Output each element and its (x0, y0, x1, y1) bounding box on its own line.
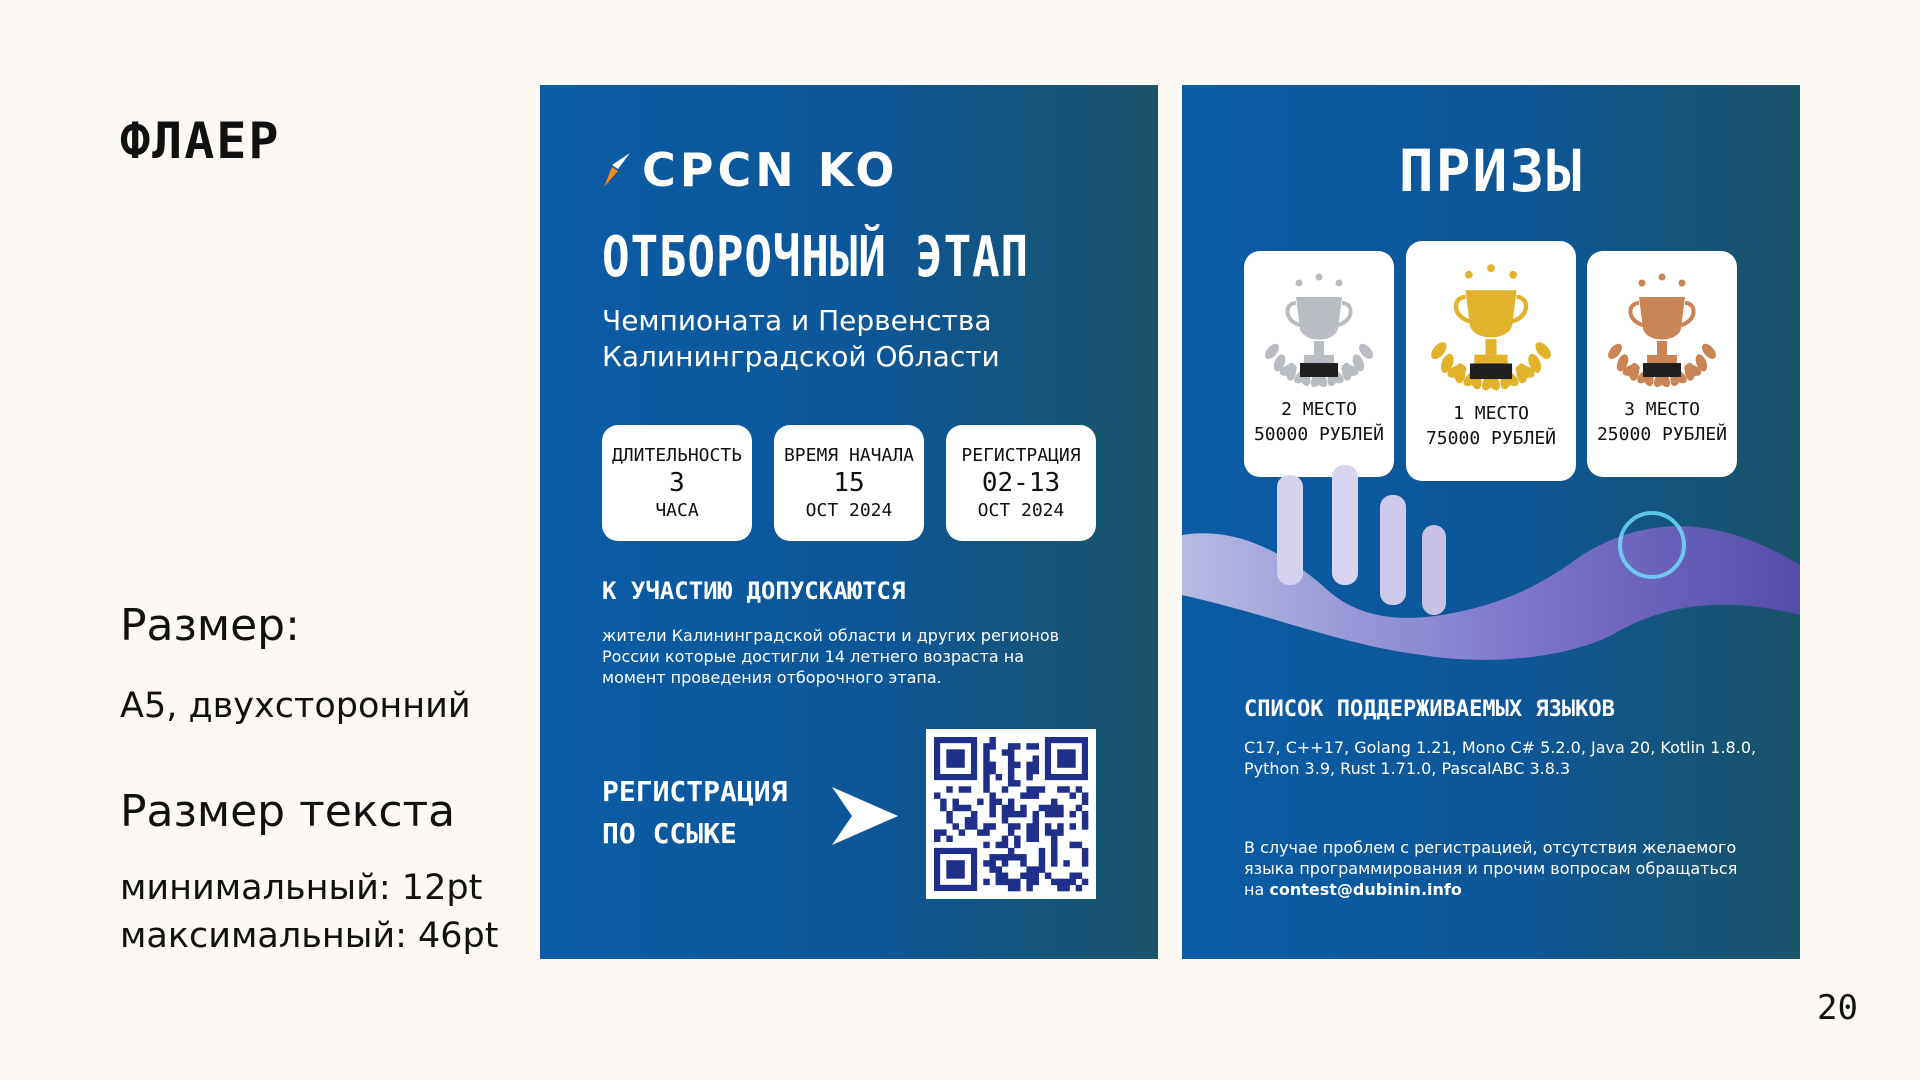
card-label: ВРЕМЯ НАЧАЛА (783, 445, 915, 466)
gold-trophy-icon (1416, 257, 1566, 399)
qr-code[interactable] (926, 729, 1096, 899)
prize-place: 3 МЕСТО (1624, 399, 1700, 420)
page-number: 20 (1817, 988, 1858, 1028)
register-line-1: РЕГИСТРАЦИЯ (602, 775, 788, 808)
flyer-back (1182, 85, 1800, 959)
registration-link-label (602, 771, 787, 855)
prize-amount: 75000 РУБЛЕЙ (1425, 428, 1557, 449)
prize-amount: 50000 РУБЛЕЙ (1253, 424, 1385, 445)
robot-hand-image (1182, 465, 1800, 665)
arrow-right-icon (828, 785, 900, 847)
register-line-2: ПО ССЫКЕ (602, 817, 737, 850)
logo (602, 143, 898, 197)
card-unit: OCT 2024 (805, 500, 893, 521)
prize-card-first (1406, 241, 1576, 481)
rocket-icon (602, 151, 634, 189)
prize-amount: 25000 РУБЛЕЙ (1596, 424, 1728, 445)
size-value: А5, двухсторонний (120, 686, 471, 726)
registration-card (946, 425, 1096, 541)
prize-card-third (1587, 251, 1737, 477)
subtitle (602, 303, 1000, 375)
flyer-front (540, 85, 1158, 959)
card-value: 02-13 (981, 468, 1061, 498)
qr-code-image (926, 729, 1096, 899)
card-label: ДЛИТЕЛЬНОСТЬ (611, 445, 743, 466)
bronze-trophy-icon (1597, 267, 1727, 395)
silver-trophy-icon (1254, 267, 1384, 395)
allowed-text: жители Калининградской области и других регионов России которые достигли 14 летнего возраста на момент проведения отборочного этапа. (602, 626, 1060, 687)
prize-place: 2 МЕСТО (1281, 399, 1357, 420)
help-message: В случае проблем с регистрацией, отсутствия желаемого языка программирования и прочим вопросам обращаться на (1244, 838, 1738, 899)
card-value: 3 (669, 468, 685, 498)
prize-place: 1 МЕСТО (1453, 403, 1529, 424)
start-time-card (774, 425, 924, 541)
help-text (1244, 837, 1744, 900)
slide-title: ФЛАЕР (120, 112, 281, 170)
text-size-min: минимальный: 12pt (120, 868, 483, 908)
prize-card-second (1244, 251, 1394, 477)
prizes-title: ПРИЗЫ (1398, 137, 1584, 205)
subtitle-line-1: Чемпионата и Первенства (602, 304, 992, 337)
logo-text: CPCN KO (642, 143, 899, 197)
card-label: РЕГИСТРАЦИЯ (961, 445, 1081, 466)
info-cards (602, 425, 1096, 541)
size-heading: Размер: (120, 600, 300, 651)
card-unit: OCT 2024 (977, 500, 1065, 521)
languages-text: C17, C++17, Golang 1.21, Mono C# 5.2.0, Java 20, Kotlin 1.8.0, Python 3.9, Rust 1.71.0, PascalABC 3.8.3 (1244, 738, 1757, 778)
card-value: 15 (833, 468, 865, 498)
text-size-max: максимальный: 46pt (120, 916, 499, 956)
contact-email[interactable]: contest@dubinin.info (1269, 880, 1462, 899)
duration-card (602, 425, 752, 541)
card-unit: ЧАСА (655, 500, 699, 521)
subtitle-line-2: Калининградской Области (602, 340, 1000, 373)
stage-title: ОТБОРОЧНЫЙ ЭТАП (602, 225, 1030, 290)
languages-heading: СПИСОК ПОДДЕРЖИВАЕМЫХ ЯЗЫКОВ (1244, 697, 1615, 722)
allowed-heading: К УЧАСТИЮ ДОПУСКАЮТСЯ (602, 577, 906, 605)
text-size-heading: Размер текста (120, 786, 456, 837)
